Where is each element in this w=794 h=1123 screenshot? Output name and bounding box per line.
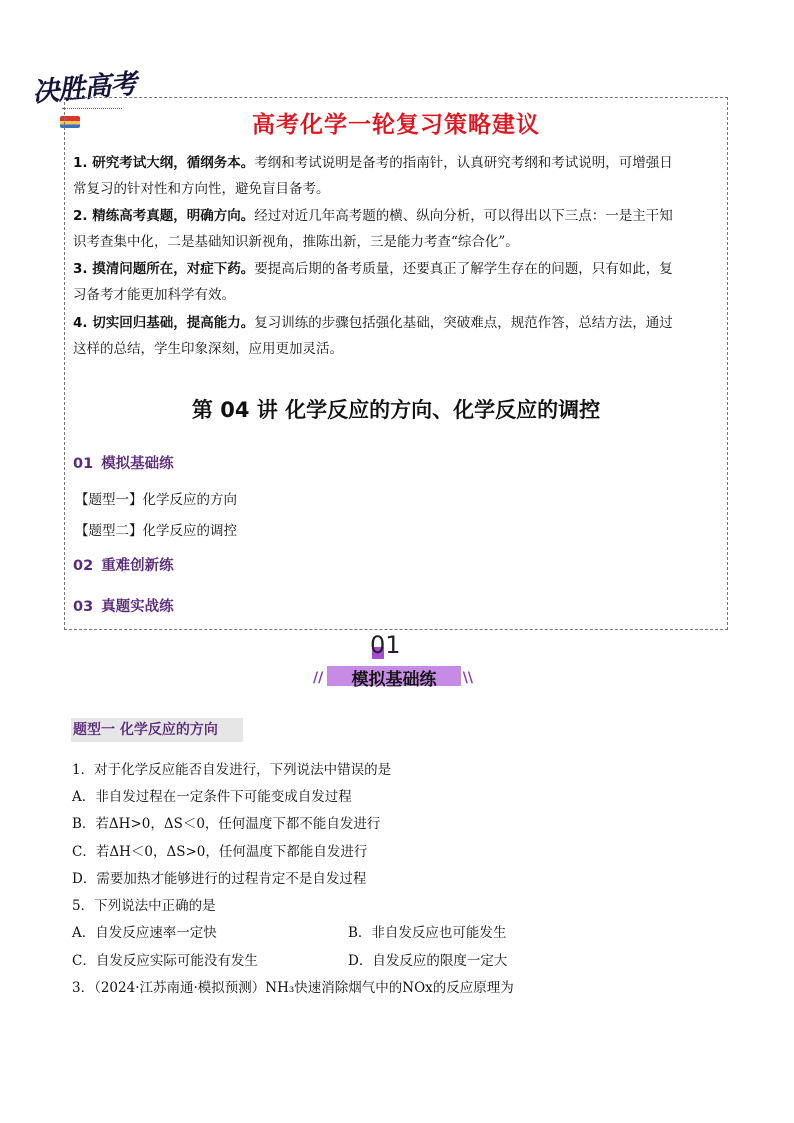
tip-2 xyxy=(73,203,723,255)
lecture-title: 第 04 讲 化学反应的方向、化学反应的调控 xyxy=(191,398,601,422)
type-link-1[interactable]: 【题型一】化学反应的方向 xyxy=(75,492,237,508)
tip-3-heading: 3. 摸清问题所在，对症下药。 xyxy=(73,261,255,277)
tip-4 xyxy=(73,310,723,362)
q3-stem: 3．（2024·江苏南通·模拟预测）NH₃快速消除烟气中的NOx的反应原理为 xyxy=(72,980,514,996)
q1-option-b: B．若ΔH>0，ΔS＜0，任何温度下都不能自发进行 xyxy=(72,816,381,832)
section-label: 模拟基础练 xyxy=(101,456,174,472)
tip-4-heading: 4. 切实回归基础，提高能力。 xyxy=(73,315,255,331)
q5-stem: 5．下列说法中正确的是 xyxy=(72,898,216,914)
tip-4-text-cont: 这样的总结，学生印象深刻，应用更加灵活。 xyxy=(73,341,343,357)
banner-number: 01 xyxy=(370,631,401,659)
section-num: 01 xyxy=(73,456,94,472)
banner-label: 模拟基础练 xyxy=(351,670,437,690)
tip-3-text: 要提高后期的备考质量，还要真正了解学生存在的问题，只有如此，复 xyxy=(254,261,673,277)
banner-slash-right: \\ xyxy=(462,670,473,686)
q5-option-b: B．非自发反应也可能发生 xyxy=(348,925,507,941)
tip-1 xyxy=(73,150,723,202)
section-label: 重难创新练 xyxy=(101,558,174,574)
q1-option-c: C．若ΔH＜0，ΔS>0，任何温度下都能自发进行 xyxy=(72,844,368,860)
q1-option-d: D．需要加热才能够进行的过程肯定不是自发过程 xyxy=(72,871,367,887)
tip-4-text: 复习训练的步骤包括强化基础，突破难点，规范作答，总结方法，通过 xyxy=(254,315,673,331)
logo-text: 决胜高考 xyxy=(31,68,138,109)
q5-option-c: C．自发反应实际可能没有发生 xyxy=(72,953,258,969)
banner-slash-left: // xyxy=(313,670,324,686)
tip-3 xyxy=(73,256,723,308)
section-link-03[interactable] xyxy=(73,595,174,616)
tip-1-text-cont: 常复习的针对性和方向性，避免盲目备考。 xyxy=(73,181,330,197)
strategy-title: 高考化学一轮复习策略建议 xyxy=(252,112,540,138)
tip-2-text: 经过对近几年高考题的横、纵向分析，可以得出以下三点：一是主干知 xyxy=(254,208,673,224)
section-link-02[interactable] xyxy=(73,554,174,575)
q5-option-a: A．自发反应速率一定快 xyxy=(72,925,217,941)
q1-stem: 1．对于化学反应能否自发进行，下列说法中错误的是 xyxy=(72,762,392,778)
section-num: 03 xyxy=(73,599,94,615)
section-link-01[interactable] xyxy=(73,452,174,473)
type-link-2[interactable]: 【题型二】化学反应的调控 xyxy=(75,523,237,539)
strategy-box xyxy=(64,97,728,630)
tip-2-text-cont: 识考查集中化，二是基础知识新视角，推陈出新，三是能力考查“综合化”。 xyxy=(73,234,519,250)
tip-1-heading: 1. 研究考试大纲，循纲务本。 xyxy=(73,155,255,171)
tip-1-text: 考纲和考试说明是备考的指南针，认真研究考纲和考试说明，可增强日 xyxy=(254,155,673,171)
section-num: 02 xyxy=(73,558,94,574)
tip-2-heading: 2. 精练高考真题，明确方向。 xyxy=(73,208,255,224)
q1-option-a: A．非自发过程在一定条件下可能变成自发过程 xyxy=(72,789,352,805)
tip-3-text-cont: 习备考才能更加科学有效。 xyxy=(73,287,235,303)
section-label: 真题实战练 xyxy=(101,599,174,615)
type-header: 题型一 化学反应的方向 xyxy=(71,718,243,742)
q5-option-d: D．自发反应的限度一定大 xyxy=(348,953,508,969)
section-banner xyxy=(313,666,473,692)
